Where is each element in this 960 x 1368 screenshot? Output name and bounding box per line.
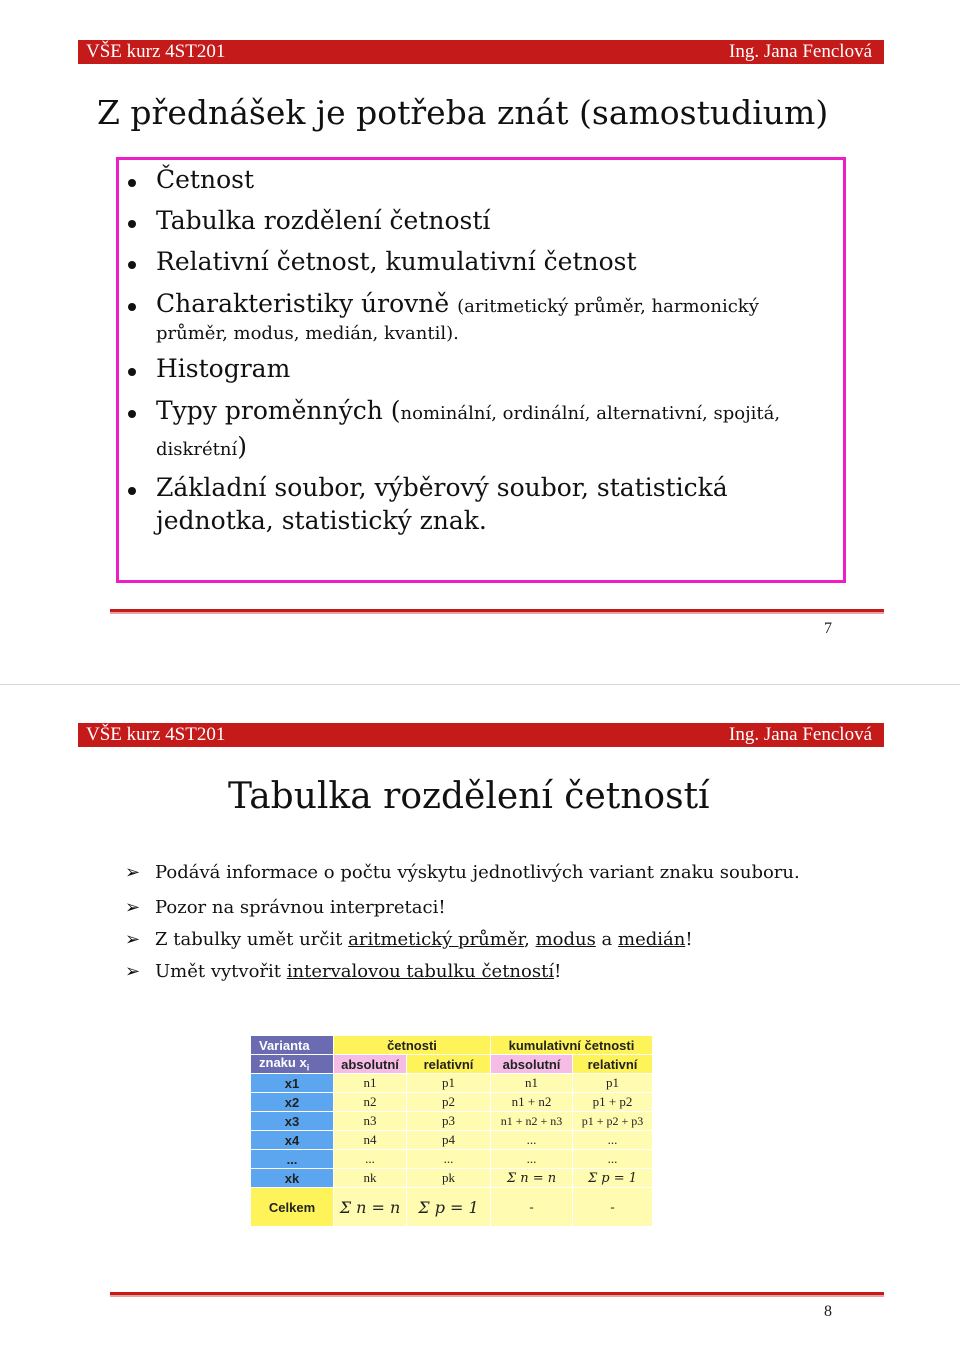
slide-8: VŠE kurz 4ST201 Ing. Jana Fenclová Tabulka rozdělení četností ➢ Podává informace o počtu výskytu jednotlivých variant znaku souboru. ➢ Pozor na správnou interpretaci! ➢ Z tabulky umět určit aritmetický průměr, modus a medián! ➢ Umět vytvořit intervalovou tabulku četností! Varianta četnosti kumulativní četnosti znaku $x_i$ absolutní relativní absolutní relativní x1 n1 p1 n1 p1 x2 n2 p2 n1 + n2 p1 + p2 x3 n3 p3 n1 + n2 + n3 p1 + p2 + p3 x4 n4 p4 ... ... ... ... ... ... ... xk nk pk Σ n = n Σ p = 1 Celkem Σ n = n Σ p = 1 - - 8 — [0, 684, 960, 1368]
course-label: VŠE kurz 4ST201 — [86, 41, 226, 62]
bullet-continuation: průměr, modus, medián, kvantil). — [156, 323, 459, 344]
table-row: ... ... ... ... ... — [251, 1150, 653, 1169]
header-varianta: Varianta — [251, 1036, 334, 1055]
footer-bar — [110, 609, 884, 612]
bullet-item: Charakteristiky úrovně (aritmetický průměr, harmonický — [156, 289, 759, 318]
bullet-icon — [128, 368, 136, 376]
header-absolutni-kum: absolutní — [491, 1055, 573, 1074]
header-cetnosti: četnosti — [334, 1036, 491, 1055]
bullet-item: Histogram — [156, 354, 290, 383]
arrow-bullet-icon: ➢ — [125, 929, 141, 950]
header-absolutni: absolutní — [334, 1055, 407, 1074]
table-row: x4 n4 p4 ... ... — [251, 1131, 653, 1150]
author-label: Ing. Jana Fenclová — [729, 724, 872, 745]
table-row: x3 n3 p3 n1 + n2 + n3 p1 + p2 + p3 — [251, 1112, 653, 1131]
sum-n: Σ n = n — [334, 1188, 407, 1227]
slide-title: Tabulka rozdělení četností — [228, 776, 710, 817]
footer-bar — [110, 1292, 884, 1295]
bullet-item: Relativní četnost, kumulativní četnost — [156, 247, 637, 276]
sum-p: Σ p = 1 — [407, 1188, 491, 1227]
bullet-icon — [128, 261, 136, 269]
arrow-bullet-icon: ➢ — [125, 897, 141, 918]
bullet-item: Základní soubor, výběrový soubor, statistická — [156, 473, 728, 502]
bullet-item: Četnost — [156, 165, 254, 194]
page-number: 8 — [824, 1303, 832, 1320]
bullet-icon — [128, 410, 136, 418]
slide-7 — [0, 0, 960, 683]
table-row: x1 n1 p1 n1 p1 — [251, 1074, 653, 1093]
link-median: medián — [618, 929, 686, 950]
bullet-item: Tabulka rozdělení četností — [156, 206, 490, 235]
header-relativni: relativní — [407, 1055, 491, 1074]
link-arithmetic-mean: aritmetický průměr — [348, 929, 525, 950]
frequency-table — [250, 1035, 653, 1227]
link-mode: modus — [535, 929, 596, 950]
bullet-continuation: diskrétní) — [156, 432, 248, 461]
link-interval-table: intervalovou tabulku četností — [286, 961, 555, 982]
table-row: xk nk pk Σ n = n Σ p = 1 — [251, 1169, 653, 1188]
header-relativni-kum: relativní — [573, 1055, 653, 1074]
bullet-item: Typy proměnných (nominální, ordinální, alternativní, spojitá, — [156, 396, 780, 425]
arrow-bullet-icon: ➢ — [125, 961, 141, 982]
bullet-icon — [128, 220, 136, 228]
arrow-bullet-icon: ➢ — [125, 862, 141, 883]
bullet-continuation: jednotka, statistický znak. — [156, 506, 487, 535]
page-number: 7 — [824, 620, 832, 637]
table-row-total: Celkem Σ n = n Σ p = 1 - - — [251, 1188, 653, 1227]
slide-title: Z přednášek je potřeba znát (samostudium) — [97, 93, 829, 132]
bullet-icon — [128, 179, 136, 187]
header-znaku: znaku $x_i$ — [251, 1055, 334, 1074]
course-label: VŠE kurz 4ST201 — [86, 724, 226, 745]
author-label: Ing. Jana Fenclová — [729, 41, 872, 62]
header-bar — [78, 723, 884, 747]
celkem-label: Celkem — [251, 1188, 334, 1227]
bullet-icon — [128, 487, 136, 495]
table-row: x2 n2 p2 n1 + n2 p1 + p2 — [251, 1093, 653, 1112]
header-bar — [78, 40, 884, 64]
bullet-icon — [128, 303, 136, 311]
header-kumulativni: kumulativní četnosti — [491, 1036, 653, 1055]
